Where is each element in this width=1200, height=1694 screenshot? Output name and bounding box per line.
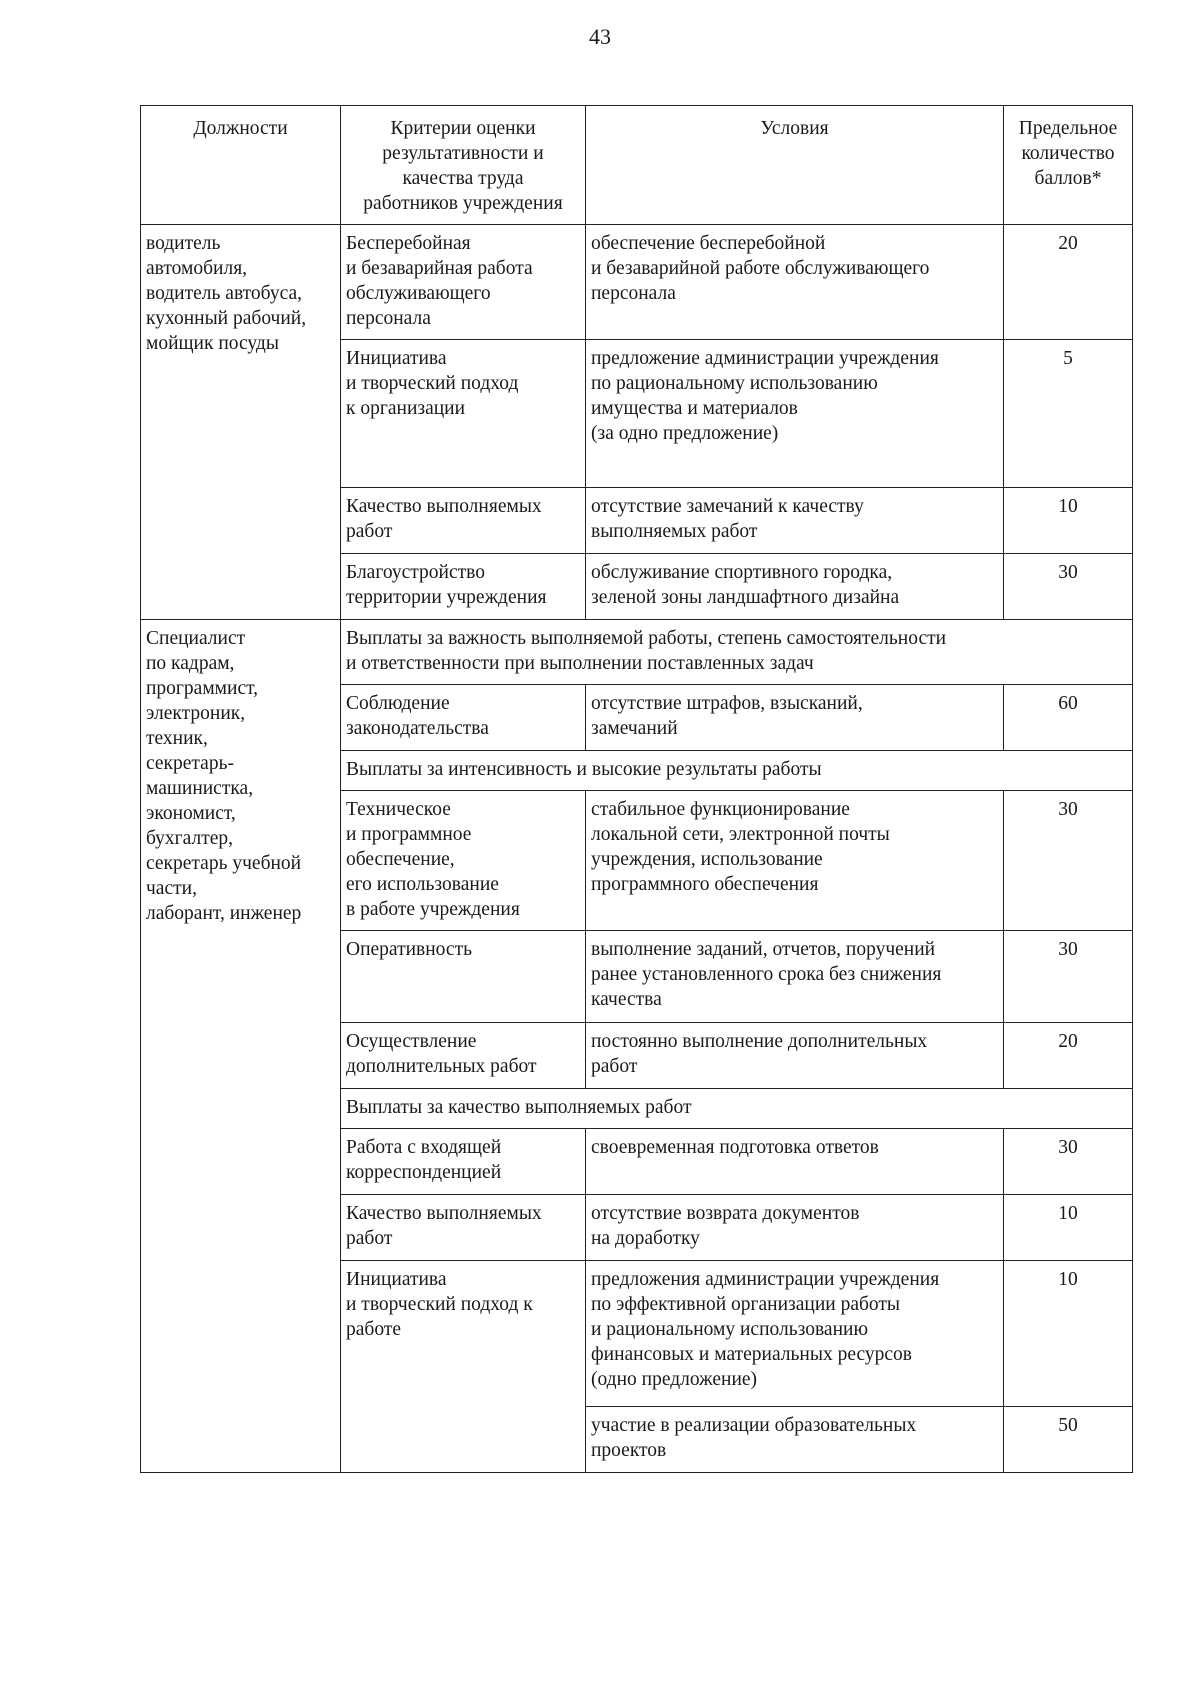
criterion-cell: Качество выполняемых работ [341,488,586,554]
criteria-table [140,105,1133,1473]
points-cell: 20 [1004,225,1133,340]
points-cell: 10 [1004,488,1133,554]
points-cell: 5 [1004,340,1133,488]
criterion-cell: Благоустройство территории учреждения [341,554,586,620]
points-cell: 30 [1004,791,1133,931]
points-cell: 20 [1004,1023,1133,1089]
table-header-row [141,106,1133,225]
header-position: Должности [141,106,341,225]
condition-cell: отсутствие штрафов, взысканий, замечаний [586,685,1004,751]
criterion-cell: Осуществление дополнительных работ [341,1023,586,1089]
criterion-cell: Инициатива и творческий подход к работе [341,1261,586,1473]
header-conditions: Условия [586,106,1004,225]
criterion-cell: Качество выполняемых работ [341,1195,586,1261]
criterion-cell: Техническое и программное обеспечение, его использование в работе учреждения [341,791,586,931]
section-heading-intensity: Выплаты за интенсивность и высокие результаты работы [341,751,1133,791]
points-cell: 60 [1004,685,1133,751]
condition-cell: отсутствие возврата документов на доработку [586,1195,1004,1261]
header-max-points: Предельное количество баллов* [1004,106,1133,225]
condition-cell: выполнение заданий, отчетов, поручений ранее установленного срока без снижения качества [586,931,1004,1023]
criterion-cell: Оперативность [341,931,586,1023]
page-number: 43 [589,24,611,49]
criterion-cell: Работа с входящей корреспонденцией [341,1129,586,1195]
group1-positions: водитель автомобиля, водитель автобуса, кухонный рабочий, мойщик посуды [141,225,341,620]
points-cell: 30 [1004,554,1133,620]
table-row [141,225,1133,340]
points-cell: 30 [1004,931,1133,1023]
condition-cell: предложение администрации учреждения по рациональному использованию имущества и материалов (за одно предложение) [586,340,1004,488]
condition-cell: участие в реализации образовательных проектов [586,1407,1004,1473]
condition-cell: постоянно выполнение дополнительных работ [586,1023,1004,1089]
header-criteria: Критерии оценки результативности и качества труда работников учреждения [341,106,586,225]
section-heading-importance: Выплаты за важность выполняемой работы, степень самостоятельности и ответственности при выполнении поставленных задач [341,620,1133,685]
points-cell: 10 [1004,1261,1133,1407]
points-cell: 10 [1004,1195,1133,1261]
criterion-cell: Соблюдение законодательства [341,685,586,751]
condition-cell: отсутствие замечаний к качеству выполняемых работ [586,488,1004,554]
condition-cell: стабильное функционирование локальной сети, электронной почты учреждения, использование программного обеспечения [586,791,1004,931]
condition-cell: обслуживание спортивного городка, зеленой зоны ландшафтного дизайна [586,554,1004,620]
condition-cell: предложения администрации учреждения по эффективной организации работы и рациональному использованию финансовых и материальных ресурсов (одно предложение) [586,1261,1004,1407]
condition-cell: обеспечение бесперебойной и безаварийной работе обслуживающего персонала [586,225,1004,340]
group2-positions: Специалист по кадрам, программист, электроник, техник, секретарь- машинистка, экономист, бухгалтер, секретарь учебной части, лаборант, инженер [141,620,341,1473]
condition-cell: своевременная подготовка ответов [586,1129,1004,1195]
points-cell: 50 [1004,1407,1133,1473]
section-heading-quality: Выплаты за качество выполняемых работ [341,1089,1133,1129]
criterion-cell: Бесперебойная и безаварийная работа обслуживающего персонала [341,225,586,340]
table-row [141,620,1133,685]
points-cell: 30 [1004,1129,1133,1195]
criterion-cell: Инициатива и творческий подход к организации [341,340,586,488]
